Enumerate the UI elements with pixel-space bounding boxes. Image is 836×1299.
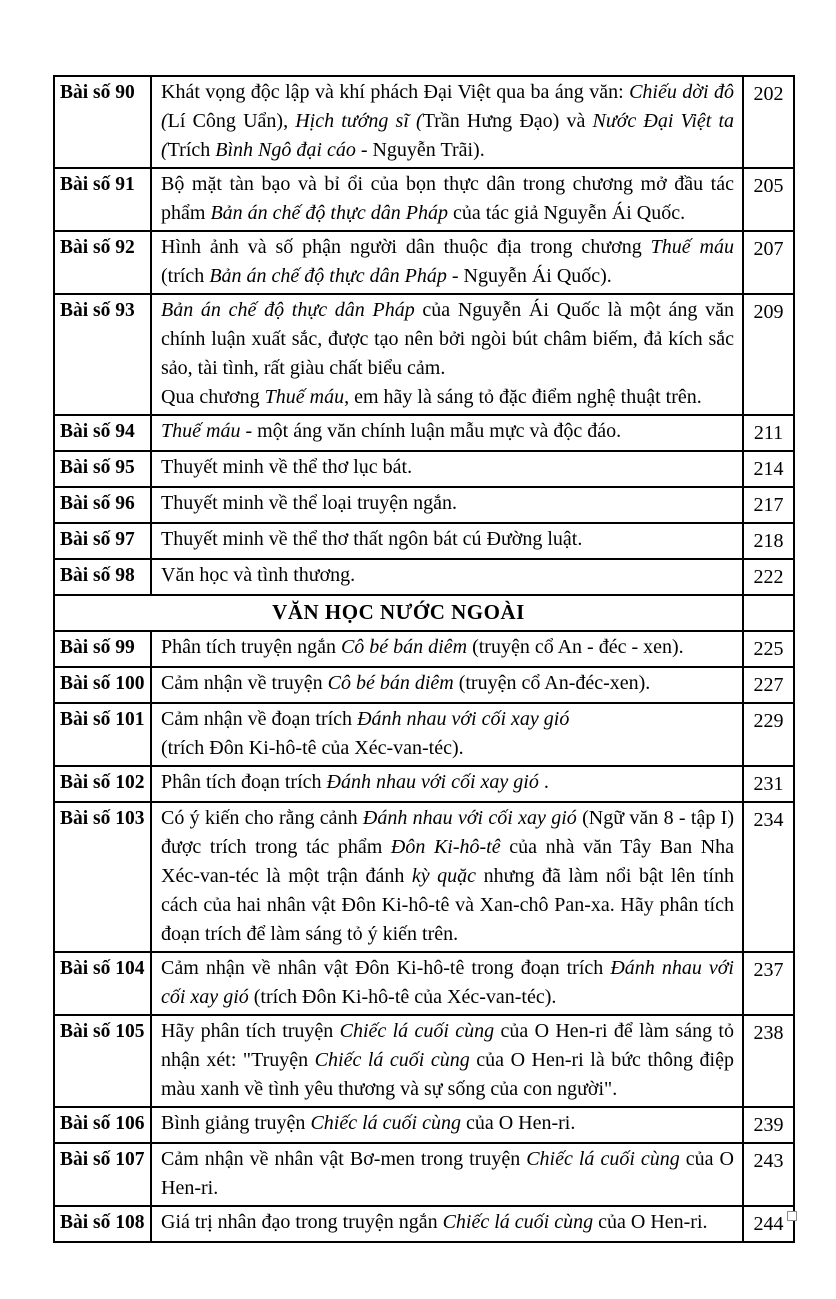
title-segment: Văn học và tình thương.	[161, 564, 356, 586]
title-segment: của O Hen-ri.	[460, 1112, 576, 1134]
table-of-contents	[53, 75, 795, 1243]
table-row	[54, 231, 794, 294]
lesson-number-cell: Bài số 95	[54, 451, 151, 487]
lesson-title-cell	[151, 952, 743, 1015]
title-segment: , em hãy là sáng tỏ đặc điểm nghệ thuật trên.	[344, 386, 702, 408]
title-segment-italic: Hịch tướng sĩ (	[295, 110, 423, 132]
title-segment: Trần Hưng Đạo) và	[422, 110, 593, 132]
table-row	[54, 952, 794, 1015]
lesson-number-cell: Bài số 90	[54, 76, 151, 168]
lesson-title-cell	[151, 1107, 743, 1143]
table-row	[54, 1015, 794, 1107]
title-segment: - Nguyễn Trãi).	[355, 139, 485, 161]
title-segment-italic: Chiếc lá cuối cùng	[310, 1112, 461, 1134]
lesson-title-paragraph	[161, 1017, 734, 1104]
lesson-title-cell	[151, 559, 743, 595]
title-segment: - một áng văn chính luận mẫu mực và độc đáo.	[240, 420, 622, 442]
table-row	[54, 766, 794, 802]
lesson-number-cell: Bài số 104	[54, 952, 151, 1015]
page-number-cell: 205	[743, 168, 794, 231]
title-segment: của O Hen-ri để làm sáng tỏ nhận xét: "Truyện	[161, 1020, 734, 1071]
title-segment: Hãy phân tích truyện	[161, 1020, 340, 1042]
page-number-cell: 209	[743, 294, 794, 415]
title-segment-italic: Chiếc lá cuối cùng	[314, 1049, 470, 1071]
lesson-number-cell: Bài số 108	[54, 1206, 151, 1242]
table-row	[54, 559, 794, 595]
page-number-cell: 214	[743, 451, 794, 487]
page-number-cell: 217	[743, 487, 794, 523]
lesson-number-cell: Bài số 100	[54, 667, 151, 703]
page-number-cell: 229	[743, 703, 794, 766]
lesson-title-paragraph	[161, 633, 734, 662]
lesson-number-cell: Bài số 91	[54, 168, 151, 231]
lesson-title-cell	[151, 294, 743, 415]
title-segment-italic: Nước Đại Việt ta (	[161, 110, 735, 161]
lesson-number-cell: Bài số 107	[54, 1143, 151, 1206]
title-segment: - Nguyễn Ái Quốc).	[446, 265, 612, 287]
page-number-cell: 239	[743, 1107, 794, 1143]
title-segment: Phân tích đoạn trích	[161, 771, 327, 793]
lesson-title-paragraph	[161, 453, 734, 482]
title-segment-italic: Chiếu dời đô (	[161, 81, 734, 132]
page-number-cell: 222	[743, 559, 794, 595]
page-number-cell: 237	[743, 952, 794, 1015]
title-segment: Bình giảng truyện	[161, 1112, 311, 1134]
lesson-number-cell: Bài số 106	[54, 1107, 151, 1143]
lesson-title-paragraph	[161, 954, 734, 1012]
lesson-title-cell	[151, 631, 743, 667]
title-segment-italic: Bản án chế độ thực dân Pháp	[161, 299, 415, 321]
title-segment-italic: kỳ quặc	[411, 865, 477, 887]
table-row	[54, 523, 794, 559]
table-row	[54, 294, 794, 415]
lesson-number-cell: Bài số 103	[54, 802, 151, 952]
lesson-number-cell: Bài số 96	[54, 487, 151, 523]
table-row	[54, 667, 794, 703]
table-row	[54, 451, 794, 487]
title-segment: Thuyết minh về thể loại truyện ngắn.	[161, 492, 458, 514]
title-segment: Qua chương	[161, 386, 265, 408]
section-header-row	[54, 595, 794, 631]
title-segment: Giá trị nhân đạo trong truyện ngắn	[161, 1211, 443, 1233]
lesson-title-paragraph	[161, 561, 734, 590]
lesson-title-paragraph	[161, 525, 734, 554]
lesson-title-cell	[151, 667, 743, 703]
lesson-number-cell: Bài số 102	[54, 766, 151, 802]
lesson-title-paragraph	[161, 705, 734, 734]
title-segment: của O Hen-ri.	[593, 1211, 708, 1233]
lesson-title-paragraph	[161, 383, 734, 412]
lesson-title-cell	[151, 451, 743, 487]
lesson-title-paragraph	[161, 734, 734, 763]
title-segment: .	[538, 771, 549, 793]
title-segment-italic: Chiếc lá cuối cùng	[526, 1148, 680, 1170]
table-row	[54, 703, 794, 766]
title-segment: Thuyết minh về thể thơ lục bát.	[161, 456, 413, 478]
page-number-cell: 225	[743, 631, 794, 667]
title-segment: (truyện cổ An-đéc-xen).	[453, 672, 651, 694]
title-segment: Hình ảnh và số phận người dân thuộc địa trong chương	[161, 236, 651, 258]
lesson-title-cell	[151, 487, 743, 523]
lesson-title-cell	[151, 1143, 743, 1206]
title-segment: (trích Đôn Ki-hô-tê của Xéc-van-téc).	[161, 737, 464, 759]
title-segment: của O Hen-ri.	[161, 1148, 734, 1199]
lesson-title-paragraph	[161, 669, 734, 698]
lesson-title-cell	[151, 76, 743, 168]
page-artifact-square	[787, 1211, 797, 1221]
lesson-title-paragraph	[161, 233, 734, 291]
title-segment: (trích	[161, 265, 210, 287]
title-segment-italic: Thuế máu	[264, 386, 345, 408]
lesson-number-cell: Bài số 94	[54, 415, 151, 451]
title-segment: Cảm nhận về nhân vật Bơ-men trong truyện	[161, 1148, 527, 1170]
lesson-number-cell: Bài số 99	[54, 631, 151, 667]
lesson-title-cell	[151, 1206, 743, 1242]
title-segment-italic: Đánh nhau với cối xay gió	[326, 771, 539, 793]
page-number-cell: 207	[743, 231, 794, 294]
lesson-title-paragraph	[161, 1109, 734, 1138]
page-number-cell-empty	[743, 595, 794, 631]
page-number-cell: 227	[743, 667, 794, 703]
title-segment-italic: Bản án chế độ thực dân Pháp	[209, 265, 447, 287]
table-of-contents-body	[54, 76, 794, 1242]
title-segment: Cảm nhận về nhân vật Đôn Ki-hô-tê trong đoạn trích	[161, 957, 611, 979]
title-segment: nhưng đã làm nổi bật lên tính cách của hai nhân vật Đôn Ki-hô-tê và Xan-chô Pan-xa. Hãy phân tích đoạn trích để làm sáng tỏ ý kiến trên.	[161, 865, 734, 945]
lesson-title-paragraph	[161, 78, 734, 165]
lesson-title-paragraph	[161, 768, 734, 797]
title-segment: (truyện cổ An - đéc - xen).	[467, 636, 684, 658]
table-row	[54, 1107, 794, 1143]
table-row	[54, 487, 794, 523]
title-segment-italic: Bình Ngô đại cáo	[215, 139, 356, 161]
page-number-cell: 244	[743, 1206, 794, 1242]
title-segment: của tác giả Nguyễn Ái Quốc.	[447, 202, 686, 224]
lesson-number-cell: Bài số 92	[54, 231, 151, 294]
title-segment-italic: Thuế máu	[650, 236, 734, 258]
title-segment: Bộ mặt tàn bạo và bỉ ổi của bọn thực dân trong chương mở đầu tác phẩm	[161, 173, 734, 224]
lesson-number-cell: Bài số 105	[54, 1015, 151, 1107]
title-segment: (Ngữ văn 8 - tập I) được trích trong tác phẩm	[161, 807, 734, 858]
lesson-number-cell: Bài số 98	[54, 559, 151, 595]
page-number-cell: 231	[743, 766, 794, 802]
table-row	[54, 802, 794, 952]
title-segment: Có ý kiến cho rằng cảnh	[161, 807, 363, 829]
title-segment-italic: Chiếc lá cuối cùng	[339, 1020, 495, 1042]
lesson-title-paragraph	[161, 1145, 734, 1203]
table-row	[54, 1206, 794, 1242]
lesson-title-cell	[151, 168, 743, 231]
title-segment: Phân tích truyện ngắn	[161, 636, 341, 658]
title-segment-italic: Đánh nhau với cối xay gió	[357, 708, 570, 730]
title-segment: Cảm nhận về truyện	[161, 672, 328, 694]
title-segment-italic: Cô bé bán diêm	[340, 636, 468, 658]
title-segment: Cảm nhận về đoạn trích	[161, 708, 358, 730]
table-row	[54, 1143, 794, 1206]
page-number-cell: 243	[743, 1143, 794, 1206]
lesson-title-cell	[151, 766, 743, 802]
title-segment-italic: Đánh nhau với cối xay gió	[161, 957, 734, 1008]
page-number-cell: 234	[743, 802, 794, 952]
lesson-title-paragraph	[161, 170, 734, 228]
lesson-title-cell	[151, 703, 743, 766]
table-row	[54, 631, 794, 667]
section-title: VĂN HỌC NƯỚC NGOÀI	[54, 595, 743, 631]
lesson-title-paragraph	[161, 489, 734, 518]
lesson-title-cell	[151, 802, 743, 952]
title-segment: của nhà văn Tây Ban Nha Xéc-van-téc là một trận đánh	[161, 836, 735, 887]
lesson-title-paragraph	[161, 296, 734, 383]
lesson-title-cell	[151, 1015, 743, 1107]
lesson-number-cell: Bài số 97	[54, 523, 151, 559]
lesson-title-paragraph	[161, 417, 734, 446]
lesson-title-cell	[151, 523, 743, 559]
lesson-number-cell: Bài số 101	[54, 703, 151, 766]
title-segment-italic: Cô bé bán diêm	[327, 672, 454, 694]
lesson-title-paragraph	[161, 1208, 734, 1237]
lesson-title-paragraph	[161, 804, 734, 949]
table-row	[54, 415, 794, 451]
page-number-cell: 211	[743, 415, 794, 451]
page-number-cell: 202	[743, 76, 794, 168]
title-segment-italic: Đánh nhau với cối xay gió	[362, 807, 577, 829]
title-segment: của Nguyễn Ái Quốc là một áng văn chính luận xuất sắc, được tạo nên bởi ngòi bút châm biếm, đả kích sắc sảo, tài tình, rất giàu chất biểu cảm.	[161, 299, 734, 379]
title-segment: Khát vọng độc lập và khí phách Đại Việt qua ba áng văn:	[161, 81, 630, 103]
lesson-number-cell: Bài số 93	[54, 294, 151, 415]
title-segment: Lí Công Uẩn),	[167, 110, 296, 132]
title-segment: Trích	[167, 139, 216, 161]
table-row	[54, 168, 794, 231]
table-row	[54, 76, 794, 168]
title-segment: của O Hen-ri là bức thông điệp màu xanh về tình yêu thương và sự sống của con người".	[161, 1049, 734, 1100]
title-segment: (trích Đôn Ki-hô-tê của Xéc-van-téc).	[248, 986, 557, 1008]
title-segment-italic: Chiếc lá cuối cùng	[442, 1211, 594, 1233]
title-segment-italic: Đôn Ki-hô-tê	[390, 836, 501, 858]
lesson-title-cell	[151, 415, 743, 451]
title-segment-italic: Thuế máu	[161, 420, 241, 442]
title-segment-italic: Bản án chế độ thực dân Pháp	[210, 202, 448, 224]
page-number-cell: 238	[743, 1015, 794, 1107]
title-segment: Thuyết minh về thể thơ thất ngôn bát cú Đường luật.	[161, 528, 583, 550]
page-number-cell: 218	[743, 523, 794, 559]
lesson-title-cell	[151, 231, 743, 294]
